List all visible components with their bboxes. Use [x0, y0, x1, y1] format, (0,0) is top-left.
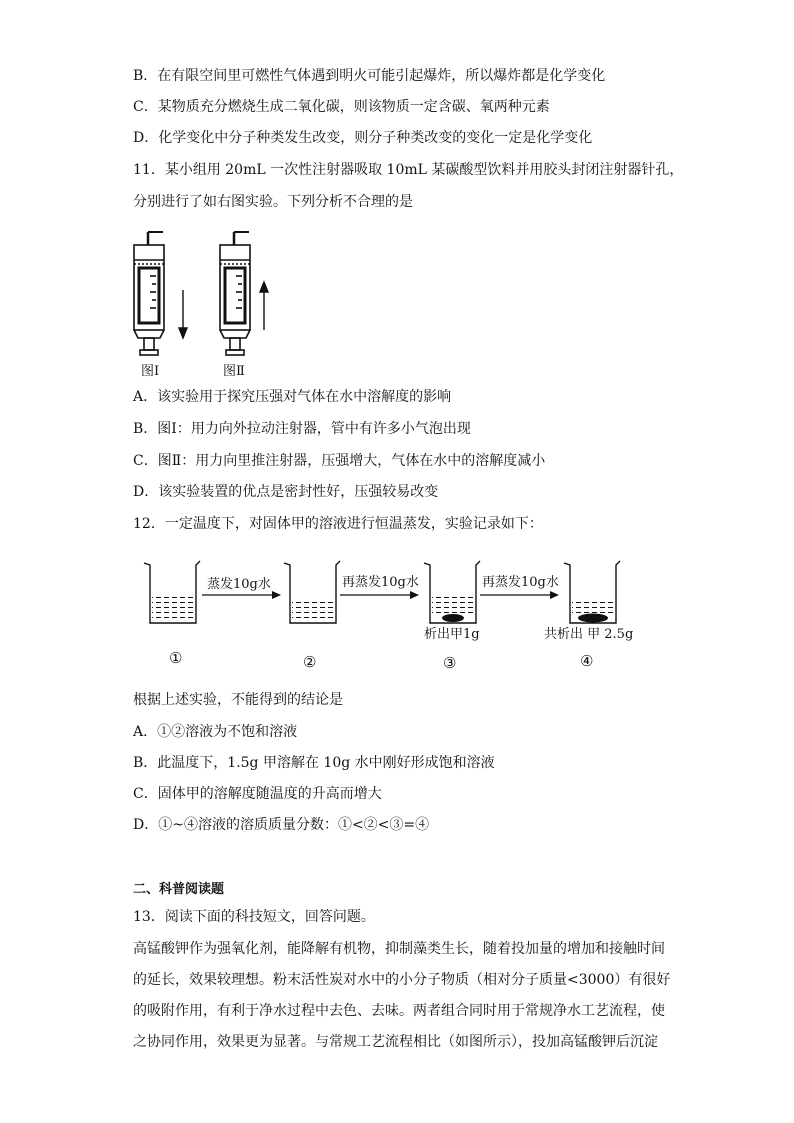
arrow-1-label: 蒸发10g水 [207, 577, 271, 592]
question-11-stem-cont: 分别进行了如右图实验。下列分析不合理的是 [133, 194, 413, 210]
q11-option-c: C．图Ⅱ：用力向里推注射器，压强增大，气体在水中的溶解度减小 [133, 453, 546, 469]
arrow-2-icon [340, 591, 419, 599]
q11-option-a: A．该实验用于探究压强对气体在水中溶解度的影响 [133, 389, 452, 405]
beaker-1 [144, 561, 200, 623]
syringe-figure [128, 230, 288, 380]
syringe-2-drawing [220, 232, 250, 355]
question-11-stem: 11．某小组用 20mL 一次性注射器吸取 10mL 某碳酸型饮料并用胶头封闭注射器针孔， [133, 162, 684, 178]
beaker-3-number: ③ [443, 654, 457, 672]
q12-option-b: B．此温度下，1.5g 甲溶解在 10g 水中刚好形成饱和溶液 [133, 755, 495, 771]
passage-line-2: 的延长，效果较理想。粉末活性炭对水中的小分子物质（相对分子质量<3000）有很好 [133, 972, 671, 988]
section-2-title: 二、科普阅读题 [133, 882, 225, 897]
q12-option-d: D．①~④溶液的溶质质量分数：①<②<③=④ [133, 817, 430, 833]
q12-option-c: C．固体甲的溶解度随温度的升高而增大 [133, 786, 382, 802]
option-b-text: B．在有限空间里可燃性气体遇到明火可能引起爆炸，所以爆炸都是化学变化 [133, 68, 606, 84]
beaker-figure [140, 555, 650, 635]
q11-option-d: D．该实验装置的优点是密封性好，压强较易改变 [133, 484, 439, 500]
beaker-3 [424, 561, 480, 623]
passage-line-4: 之协同作用，效果更为显著。与常规工艺流程相比（如图所示），投加高锰酸钾后沉淀 [133, 1034, 658, 1050]
arrow-2-label: 再蒸发10g水 [342, 575, 419, 590]
beaker-2-number: ② [303, 653, 317, 671]
arrow-up-icon [260, 282, 268, 330]
q12-option-a: A．①②溶液为不饱和溶液 [133, 724, 298, 740]
option-d-text: D．化学变化中分子种类发生改变，则分子种类改变的变化一定是化学变化 [133, 130, 593, 146]
syringe-1-drawing [134, 232, 164, 355]
arrow-3-icon [480, 591, 559, 599]
beaker-4-number: ④ [580, 652, 594, 670]
passage-line-3: 的吸附作用，有利于净水过程中去色、去味。两者组合同时用于常规净水工艺流程，使 [133, 1003, 665, 1019]
beaker-4 [564, 561, 620, 623]
q11-option-b: B．图Ⅰ：用力向外拉动注射器，管中有许多小气泡出现 [133, 421, 471, 437]
beaker-1-number: ① [169, 649, 183, 667]
beaker-4-note: 共析出 甲 2.5g [544, 627, 634, 642]
option-c-text: C．某物质充分燃烧生成二氧化碳，则该物质一定含碳、氧两种元素 [133, 99, 550, 115]
question-12-stem: 12．一定温度下，对固体甲的溶液进行恒温蒸发，实验记录如下： [133, 516, 543, 532]
question-12-lead: 根据上述实验，不能得到的结论是 [133, 692, 343, 708]
arrow-3-label: 再蒸发10g水 [482, 575, 559, 590]
figure-1-caption: 图Ⅰ [141, 364, 160, 379]
figure-2-caption: 图Ⅱ [223, 364, 245, 379]
passage-line-1: 高锰酸钾作为强氧化剂，能降解有机物，抑制藻类生长，随着投加量的增加和接触时间 [133, 941, 665, 957]
beaker-3-note: 析出甲1g [424, 627, 480, 642]
beaker-2 [284, 561, 340, 623]
arrow-down-icon [179, 290, 187, 338]
question-13-stem: 13．阅读下面的科技短文，回答问题。 [133, 909, 375, 925]
